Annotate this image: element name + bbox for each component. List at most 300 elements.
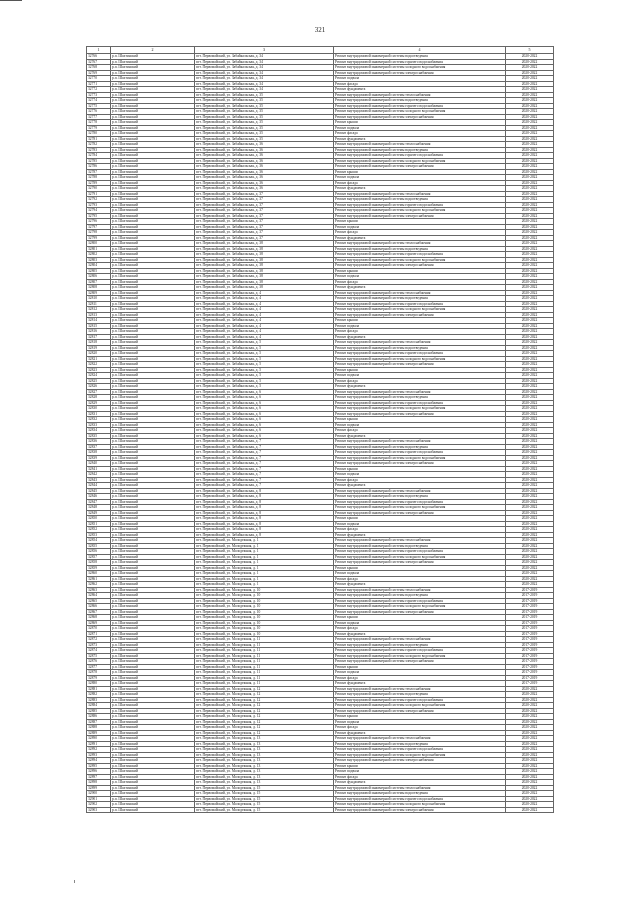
address-cell: пгт. Первомайский, ул. Забайкальская, д. 4 (195, 296, 334, 302)
period-cell: 2020-2022 (506, 378, 554, 384)
period-cell: 2020-2022 (506, 340, 554, 346)
settlement-cell: р.п. Шахтинский (111, 439, 195, 445)
work-type-cell: Ремонт фасада (334, 527, 506, 533)
settlement-cell: р.п. Шахтинский (111, 538, 195, 544)
row-number-cell: 32868 (87, 615, 111, 621)
settlement-cell: р.п. Шахтинский (111, 516, 195, 522)
work-type-cell: Ремонт внутридомовой инженерной системы водоотведения (334, 593, 506, 599)
address-cell: пгт. Первомайский, ул. Молодежная, д. 12 (195, 686, 334, 692)
period-cell: 2020-2022 (506, 725, 554, 731)
settlement-cell: р.п. Шахтинский (111, 763, 195, 769)
row-number-cell: 32838 (87, 450, 111, 456)
work-type-cell: Ремонт фасада (334, 230, 506, 236)
period-cell: 2017-2019 (506, 648, 554, 654)
settlement-cell: р.п. Шахтинский (111, 532, 195, 538)
row-number-cell: 32798 (87, 230, 111, 236)
address-cell: пгт. Первомайский, ул. Забайкальская, д. 7 (195, 455, 334, 461)
settlement-cell: р.п. Шахтинский (111, 565, 195, 571)
work-type-cell: Ремонт крыши (334, 318, 506, 324)
work-type-cell: Ремонт внутридомовой инженерной системы водоотведения (334, 98, 506, 104)
address-cell: пгт. Первомайский, ул. Забайкальская, д. 4 (195, 334, 334, 340)
work-type-cell: Ремонт внутридомовой инженерной системы электроснабжения (334, 807, 506, 813)
settlement-cell: р.п. Шахтинский (111, 499, 195, 505)
work-type-cell: Ремонт внутридомовой инженерной системы электроснабжения (334, 708, 506, 714)
period-cell: 2017-2019 (506, 598, 554, 604)
settlement-cell: р.п. Шахтинский (111, 659, 195, 665)
work-type-cell: Ремонт внутридомовой инженерной системы горячего водоснабжения (334, 153, 506, 159)
row-number-cell: 32859 (87, 565, 111, 571)
settlement-cell: р.п. Шахтинский (111, 103, 195, 109)
period-cell: 2017-2019 (506, 637, 554, 643)
settlement-cell: р.п. Шахтинский (111, 186, 195, 192)
work-type-cell: Ремонт крыши (334, 268, 506, 274)
address-cell: пгт. Первомайский, ул. Молодежная, д. 11 (195, 675, 334, 681)
settlement-cell: р.п. Шахтинский (111, 164, 195, 170)
address-cell: пгт. Первомайский, ул. Забайкальская, д. 35 (195, 98, 334, 104)
row-number-cell: 32893 (87, 752, 111, 758)
address-cell: пгт. Первомайский, ул. Забайкальская, д. 8 (195, 532, 334, 538)
settlement-cell: р.п. Шахтинский (111, 631, 195, 637)
row-number-cell: 32896 (87, 769, 111, 775)
period-cell: 2020-2022 (506, 76, 554, 82)
row-number-cell: 32897 (87, 774, 111, 780)
work-type-cell: Ремонт крыши (334, 367, 506, 373)
address-cell: пгт. Первомайский, ул. Молодежная, д. 12 (195, 703, 334, 709)
row-number-cell: 32854 (87, 538, 111, 544)
work-type-cell: Ремонт внутридомовой инженерной системы водоотведения (334, 543, 506, 549)
work-type-cell: Ремонт подвала (334, 571, 506, 577)
work-type-cell: Ремонт внутридомовой инженерной системы холодного водоснабжения (334, 109, 506, 115)
settlement-cell: р.п. Шахтинский (111, 780, 195, 786)
address-cell: пгт. Первомайский, ул. Молодежная, д. 11 (195, 670, 334, 676)
address-cell: пгт. Первомайский, ул. Забайкальская, д. 35 (195, 136, 334, 142)
address-cell: пгт. Первомайский, ул. Молодежная, д. 13 (195, 774, 334, 780)
period-cell: 2017-2019 (506, 670, 554, 676)
address-cell: пгт. Первомайский, ул. Молодежная, д. 13 (195, 741, 334, 747)
work-type-cell: Ремонт фасада (334, 81, 506, 87)
period-cell: 2020-2022 (506, 175, 554, 181)
row-number-cell: 32890 (87, 736, 111, 742)
period-cell: 2020-2022 (506, 147, 554, 153)
period-cell: 2020-2022 (506, 87, 554, 93)
settlement-cell: р.п. Шахтинский (111, 741, 195, 747)
settlement-cell: р.п. Шахтинский (111, 796, 195, 802)
work-type-cell: Ремонт внутридомовой инженерной системы горячего водоснабжения (334, 103, 506, 109)
period-cell: 2020-2022 (506, 356, 554, 362)
address-cell: пгт. Первомайский, ул. Молодежная, д. 13 (195, 769, 334, 775)
column-header: 3 (195, 47, 334, 54)
work-type-cell: Ремонт внутридомовой инженерной системы горячего водоснабжения (334, 450, 506, 456)
row-number-cell: 32880 (87, 681, 111, 687)
work-type-cell: Ремонт внутридомовой инженерной системы горячего водоснабжения (334, 549, 506, 555)
row-number-cell: 32886 (87, 714, 111, 720)
row-number-cell: 32849 (87, 510, 111, 516)
row-number-cell: 32866 (87, 604, 111, 610)
address-cell: пгт. Первомайский, ул. Забайкальская, д. 35 (195, 125, 334, 131)
address-cell: пгт. Первомайский, ул. Забайкальская, д. 6 (195, 400, 334, 406)
settlement-cell: р.п. Шахтинский (111, 752, 195, 758)
address-cell: пгт. Первомайский, ул. Забайкальская, д. 5 (195, 373, 334, 379)
address-cell: пгт. Первомайский, ул. Забайкальская, д. 38 (195, 252, 334, 258)
address-cell: пгт. Первомайский, ул. Забайкальская, д. 5 (195, 362, 334, 368)
settlement-cell: р.п. Шахтинский (111, 81, 195, 87)
address-cell: пгт. Первомайский, ул. Молодежная, д. 12 (195, 692, 334, 698)
address-cell: пгт. Первомайский, ул. Молодежная, д. 10 (195, 593, 334, 599)
settlement-cell: р.п. Шахтинский (111, 626, 195, 632)
settlement-cell: р.п. Шахтинский (111, 664, 195, 670)
settlement-cell: р.п. Шахтинский (111, 681, 195, 687)
work-type-cell: Ремонт подвала (334, 521, 506, 527)
table-row (87, 807, 554, 813)
settlement-cell: р.п. Шахтинский (111, 373, 195, 379)
row-number-cell: 32831 (87, 411, 111, 417)
address-cell: пгт. Первомайский, ул. Забайкальская, д. 5 (195, 340, 334, 346)
settlement-cell: р.п. Шахтинский (111, 351, 195, 357)
settlement-cell: р.п. Шахтинский (111, 692, 195, 698)
row-number-cell: 32861 (87, 576, 111, 582)
period-cell: 2020-2022 (506, 263, 554, 269)
settlement-cell: р.п. Шахтинский (111, 268, 195, 274)
work-type-cell: Ремонт подвала (334, 670, 506, 676)
row-number-cell: 32787 (87, 169, 111, 175)
row-number-cell: 32832 (87, 417, 111, 423)
settlement-cell: р.п. Шахтинский (111, 609, 195, 615)
row-number-cell: 32899 (87, 785, 111, 791)
row-number-cell: 32826 (87, 384, 111, 390)
period-cell: 2020-2022 (506, 796, 554, 802)
address-cell: пгт. Первомайский, ул. Забайкальская, д. 5 (195, 367, 334, 373)
settlement-cell: р.п. Шахтинский (111, 747, 195, 753)
address-cell: пгт. Первомайский, ул. Забайкальская, д. 7 (195, 450, 334, 456)
period-cell: 2020-2022 (506, 807, 554, 813)
work-type-cell: Ремонт внутридомовой инженерной системы водоотведения (334, 345, 506, 351)
work-type-cell: Ремонт внутридомовой инженерной системы теплоснабжения (334, 340, 506, 346)
work-type-cell: Ремонт фундамента (334, 631, 506, 637)
work-type-cell: Ремонт крыши (334, 120, 506, 126)
address-cell: пгт. Первомайский, ул. Забайкальская, д. 6 (195, 395, 334, 401)
row-number-cell: 32881 (87, 686, 111, 692)
address-cell: пгт. Первомайский, ул. Молодежная, д. 10 (195, 626, 334, 632)
address-cell: пгт. Первомайский, ул. Забайкальская, д. 36 (195, 164, 334, 170)
row-number-cell: 32829 (87, 400, 111, 406)
period-cell: 2020-2022 (506, 59, 554, 65)
address-cell: пгт. Первомайский, ул. Молодежная, д. 12 (195, 714, 334, 720)
work-type-cell: Ремонт внутридомовой инженерной системы холодного водоснабжения (334, 455, 506, 461)
work-type-cell: Ремонт внутридомовой инженерной системы теплоснабжения (334, 389, 506, 395)
address-cell: пгт. Первомайский, ул. Забайкальская, д. 6 (195, 389, 334, 395)
settlement-cell: р.п. Шахтинский (111, 708, 195, 714)
period-cell: 2020-2022 (506, 257, 554, 263)
period-cell: 2020-2022 (506, 472, 554, 478)
settlement-cell: р.п. Шахтинский (111, 279, 195, 285)
work-type-cell: Ремонт подвала (334, 769, 506, 775)
row-number-cell: 32885 (87, 708, 111, 714)
address-cell: пгт. Первомайский, ул. Забайкальская, д. 8 (195, 527, 334, 533)
work-type-cell: Ремонт фундамента (334, 235, 506, 241)
address-cell: пгт. Первомайский, ул. Молодежная, д. 10 (195, 631, 334, 637)
work-type-cell: Ремонт подвала (334, 719, 506, 725)
work-type-cell: Ремонт подвала (334, 422, 506, 428)
address-cell: пгт. Первомайский, ул. Забайкальская, д. 34 (195, 54, 334, 60)
settlement-cell: р.п. Шахтинский (111, 450, 195, 456)
period-cell: 2020-2022 (506, 763, 554, 769)
address-cell: пгт. Первомайский, ул. Молодежная, д. 1 (195, 560, 334, 566)
period-cell: 2020-2022 (506, 136, 554, 142)
work-type-cell: Ремонт внутридомовой инженерной системы электроснабжения (334, 164, 506, 170)
settlement-cell: р.п. Шахтинский (111, 274, 195, 280)
period-cell: 2020-2022 (506, 543, 554, 549)
period-cell: 2020-2022 (506, 274, 554, 280)
address-cell: пгт. Первомайский, ул. Забайкальская, д. 8 (195, 505, 334, 511)
address-cell: пгт. Первомайский, ул. Молодежная, д. 11 (195, 659, 334, 665)
period-cell: 2020-2022 (506, 246, 554, 252)
row-number-cell: 32857 (87, 554, 111, 560)
period-cell: 2020-2022 (506, 510, 554, 516)
address-cell: пгт. Первомайский, ул. Забайкальская, д. 6 (195, 411, 334, 417)
row-number-cell: 32822 (87, 362, 111, 368)
address-cell: пгт. Первомайский, ул. Молодежная, д. 12 (195, 725, 334, 731)
work-type-cell: Ремонт подвала (334, 175, 506, 181)
period-cell: 2020-2022 (506, 516, 554, 522)
settlement-cell: р.п. Шахтинский (111, 389, 195, 395)
settlement-cell: р.п. Шахтинский (111, 675, 195, 681)
row-number-cell: 32828 (87, 395, 111, 401)
row-number-cell: 32851 (87, 521, 111, 527)
row-number-cell: 32797 (87, 224, 111, 230)
address-cell: пгт. Первомайский, ул. Молодежная, д. 1 (195, 554, 334, 560)
settlement-cell: р.п. Шахтинский (111, 807, 195, 813)
address-cell: пгт. Первомайский, ул. Забайкальская, д. 7 (195, 483, 334, 489)
row-number-cell: 32833 (87, 422, 111, 428)
row-number-cell: 32785 (87, 158, 111, 164)
row-number-cell: 32767 (87, 59, 111, 65)
address-cell: пгт. Первомайский, ул. Забайкальская, д. 37 (195, 213, 334, 219)
address-cell: пгт. Первомайский, ул. Забайкальская, д. 38 (195, 285, 334, 291)
settlement-cell: р.п. Шахтинский (111, 296, 195, 302)
address-cell: пгт. Первомайский, ул. Забайкальская, д. 34 (195, 87, 334, 93)
work-type-cell: Ремонт фундамента (334, 334, 506, 340)
work-type-cell: Ремонт крыши (334, 565, 506, 571)
row-number-cell: 32864 (87, 593, 111, 599)
address-cell: пгт. Первомайский, ул. Забайкальская, д. 36 (195, 169, 334, 175)
work-type-cell: Ремонт внутридомовой инженерной системы теплоснабжения (334, 142, 506, 148)
settlement-cell: р.п. Шахтинский (111, 648, 195, 654)
row-number-cell: 32853 (87, 532, 111, 538)
repair-schedule-table (86, 46, 554, 813)
work-type-cell: Ремонт внутридомовой инженерной системы теплоснабжения (334, 637, 506, 643)
settlement-cell: р.п. Шахтинский (111, 98, 195, 104)
settlement-cell: р.п. Шахтинский (111, 208, 195, 214)
row-number-cell: 32802 (87, 252, 111, 258)
period-cell: 2020-2022 (506, 505, 554, 511)
period-cell: 2020-2022 (506, 549, 554, 555)
settlement-cell: р.п. Шахтинский (111, 494, 195, 500)
work-type-cell: Ремонт внутридомовой инженерной системы холодного водоснабжения (334, 653, 506, 659)
settlement-cell: р.п. Шахтинский (111, 180, 195, 186)
period-cell: 2020-2022 (506, 461, 554, 467)
row-number-cell: 32774 (87, 98, 111, 104)
work-type-cell: Ремонт внутридомовой инженерной системы горячего водоснабжения (334, 202, 506, 208)
row-number-cell: 32820 (87, 351, 111, 357)
settlement-cell: р.п. Шахтинский (111, 791, 195, 797)
settlement-cell: р.п. Шахтинский (111, 367, 195, 373)
address-cell: пгт. Первомайский, ул. Молодежная, д. 15 (195, 791, 334, 797)
address-cell: пгт. Первомайский, ул. Молодежная, д. 11 (195, 664, 334, 670)
period-cell: 2020-2022 (506, 538, 554, 544)
address-cell: пгт. Первомайский, ул. Забайкальская, д. 36 (195, 142, 334, 148)
work-type-cell: Ремонт внутридомовой инженерной системы горячего водоснабжения (334, 747, 506, 753)
settlement-cell: р.п. Шахтинский (111, 417, 195, 423)
period-cell: 2020-2022 (506, 774, 554, 780)
settlement-cell: р.п. Шахтинский (111, 422, 195, 428)
work-type-cell: Ремонт внутридомовой инженерной системы водоотведения (334, 54, 506, 60)
address-cell: пгт. Первомайский, ул. Молодежная, д. 15 (195, 785, 334, 791)
period-cell: 2020-2022 (506, 747, 554, 753)
row-number-cell: 32811 (87, 301, 111, 307)
period-cell: 2020-2022 (506, 686, 554, 692)
settlement-cell: р.п. Шахтинский (111, 582, 195, 588)
work-type-cell: Ремонт крыши (334, 664, 506, 670)
settlement-cell: р.п. Шахтинский (111, 642, 195, 648)
address-cell: пгт. Первомайский, ул. Забайкальская, д. 7 (195, 472, 334, 478)
address-cell: пгт. Первомайский, ул. Молодежная, д. 11 (195, 642, 334, 648)
work-type-cell: Ремонт внутридомовой инженерной системы холодного водоснабжения (334, 752, 506, 758)
address-cell: пгт. Первомайский, ул. Молодежная, д. 1 (195, 576, 334, 582)
row-number-cell: 32807 (87, 279, 111, 285)
address-cell: пгт. Первомайский, ул. Молодежная, д. 13 (195, 763, 334, 769)
work-type-cell: Ремонт крыши (334, 714, 506, 720)
work-type-cell: Ремонт внутридомовой инженерной системы электроснабжения (334, 263, 506, 269)
address-cell: пгт. Первомайский, ул. Забайкальская, д. 35 (195, 114, 334, 120)
address-cell: пгт. Первомайский, ул. Забайкальская, д. 34 (195, 65, 334, 71)
row-number-cell: 32891 (87, 741, 111, 747)
period-cell: 2020-2022 (506, 769, 554, 775)
work-type-cell: Ремонт внутридомовой инженерной системы теплоснабжения (334, 241, 506, 247)
settlement-cell: р.п. Шахтинский (111, 241, 195, 247)
row-number-cell: 32889 (87, 730, 111, 736)
settlement-cell: р.п. Шахтинский (111, 615, 195, 621)
work-type-cell: Ремонт внутридомовой инженерной системы электроснабжения (334, 362, 506, 368)
address-cell: пгт. Первомайский, ул. Молодежная, д. 15 (195, 807, 334, 813)
period-cell: 2020-2022 (506, 329, 554, 335)
row-number-cell: 32768 (87, 65, 111, 71)
address-cell: пгт. Первомайский, ул. Забайкальская, д. 38 (195, 241, 334, 247)
address-cell: пгт. Первомайский, ул. Забайкальская, д. 35 (195, 131, 334, 137)
period-cell: 2017-2019 (506, 615, 554, 621)
row-number-cell: 32900 (87, 791, 111, 797)
address-cell: пгт. Первомайский, ул. Забайкальская, д. 37 (195, 224, 334, 230)
row-number-cell: 32870 (87, 626, 111, 632)
work-type-cell: Ремонт внутридомовой инженерной системы холодного водоснабжения (334, 65, 506, 71)
address-cell: пгт. Первомайский, ул. Молодежная, д. 10 (195, 615, 334, 621)
address-cell: пгт. Первомайский, ул. Забайкальская, д. 6 (195, 422, 334, 428)
work-type-cell: Ремонт внутридомовой инженерной системы горячего водоснабжения (334, 648, 506, 654)
address-cell: пгт. Первомайский, ул. Забайкальская, д. 4 (195, 312, 334, 318)
work-type-cell: Ремонт крыши (334, 615, 506, 621)
address-cell: пгт. Первомайский, ул. Молодежная, д. 10 (195, 598, 334, 604)
address-cell: пгт. Первомайский, ул. Забайкальская, д. 8 (195, 494, 334, 500)
work-type-cell: Ремонт фасада (334, 180, 506, 186)
settlement-cell: р.п. Шахтинский (111, 703, 195, 709)
address-cell: пгт. Первомайский, ул. Забайкальская, д. 36 (195, 180, 334, 186)
work-type-cell: Ремонт внутридомовой инженерной системы горячего водоснабжения (334, 697, 506, 703)
work-type-cell: Ремонт внутридомовой инженерной системы горячего водоснабжения (334, 598, 506, 604)
settlement-cell: р.п. Шахтинский (111, 219, 195, 225)
row-number-cell: 32800 (87, 241, 111, 247)
row-number-cell: 32887 (87, 719, 111, 725)
address-cell: пгт. Первомайский, ул. Забайкальская, д. 8 (195, 521, 334, 527)
period-cell: 2017-2019 (506, 653, 554, 659)
work-type-cell: Ремонт фундамента (334, 681, 506, 687)
period-cell: 2020-2022 (506, 582, 554, 588)
address-cell: пгт. Первомайский, ул. Забайкальская, д. 5 (195, 351, 334, 357)
address-cell: пгт. Первомайский, ул. Забайкальская, д. 8 (195, 488, 334, 494)
settlement-cell: р.п. Шахтинский (111, 109, 195, 115)
address-cell: пгт. Первомайский, ул. Молодежная, д. 12 (195, 719, 334, 725)
settlement-cell: р.п. Шахтинский (111, 323, 195, 329)
work-type-cell: Ремонт фундамента (334, 384, 506, 390)
row-number-cell: 32782 (87, 142, 111, 148)
address-cell: пгт. Первомайский, ул. Забайкальская, д. 4 (195, 307, 334, 313)
address-cell: пгт. Первомайский, ул. Молодежная, д. 13 (195, 758, 334, 764)
row-number-cell: 32781 (87, 136, 111, 142)
period-cell: 2020-2022 (506, 362, 554, 368)
row-number-cell: 32836 (87, 439, 111, 445)
row-number-cell: 32799 (87, 235, 111, 241)
row-number-cell: 32791 (87, 191, 111, 197)
period-cell: 2020-2022 (506, 780, 554, 786)
work-type-cell: Ремонт внутридомовой инженерной системы холодного водоснабжения (334, 356, 506, 362)
period-cell: 2020-2022 (506, 785, 554, 791)
row-number-cell: 32804 (87, 263, 111, 269)
work-type-cell: Ремонт внутридомовой инженерной системы электроснабжения (334, 609, 506, 615)
period-cell: 2020-2022 (506, 323, 554, 329)
period-cell: 2020-2022 (506, 213, 554, 219)
settlement-cell: р.п. Шахтинский (111, 730, 195, 736)
period-cell: 2020-2022 (506, 290, 554, 296)
settlement-cell: р.п. Шахтинский (111, 59, 195, 65)
work-type-cell: Ремонт внутридомовой инженерной системы водоотведения (334, 197, 506, 203)
address-cell: пгт. Первомайский, ул. Забайкальская, д. 36 (195, 147, 334, 153)
row-number-cell: 32801 (87, 246, 111, 252)
work-type-cell: Ремонт фундамента (334, 780, 506, 786)
address-cell: пгт. Первомайский, ул. Забайкальская, д. 36 (195, 186, 334, 192)
period-cell: 2017-2019 (506, 604, 554, 610)
period-cell: 2020-2022 (506, 752, 554, 758)
settlement-cell: р.п. Шахтинский (111, 197, 195, 203)
work-type-cell: Ремонт крыши (334, 763, 506, 769)
settlement-cell: р.п. Шахтинский (111, 356, 195, 362)
period-cell: 2020-2022 (506, 109, 554, 115)
row-number-cell: 32878 (87, 670, 111, 676)
settlement-cell: р.п. Шахтинский (111, 620, 195, 626)
row-number-cell: 32766 (87, 54, 111, 60)
address-cell: пгт. Первомайский, ул. Забайкальская, д. 4 (195, 329, 334, 335)
period-cell: 2020-2022 (506, 103, 554, 109)
settlement-cell: р.п. Шахтинский (111, 125, 195, 131)
period-cell: 2017-2019 (506, 620, 554, 626)
settlement-cell: р.п. Шахтинский (111, 560, 195, 566)
work-type-cell: Ремонт внутридомовой инженерной системы холодного водоснабжения (334, 802, 506, 808)
address-cell: пгт. Первомайский, ул. Забайкальская, д. 34 (195, 81, 334, 87)
work-type-cell: Ремонт внутридомовой инженерной системы теплоснабжения (334, 290, 506, 296)
row-number-cell: 32784 (87, 153, 111, 159)
settlement-cell: р.п. Шахтинский (111, 76, 195, 82)
work-type-cell: Ремонт внутридомовой инженерной системы водоотведения (334, 395, 506, 401)
row-number-cell: 32863 (87, 587, 111, 593)
settlement-cell: р.п. Шахтинский (111, 433, 195, 439)
settlement-cell: р.п. Шахтинский (111, 147, 195, 153)
